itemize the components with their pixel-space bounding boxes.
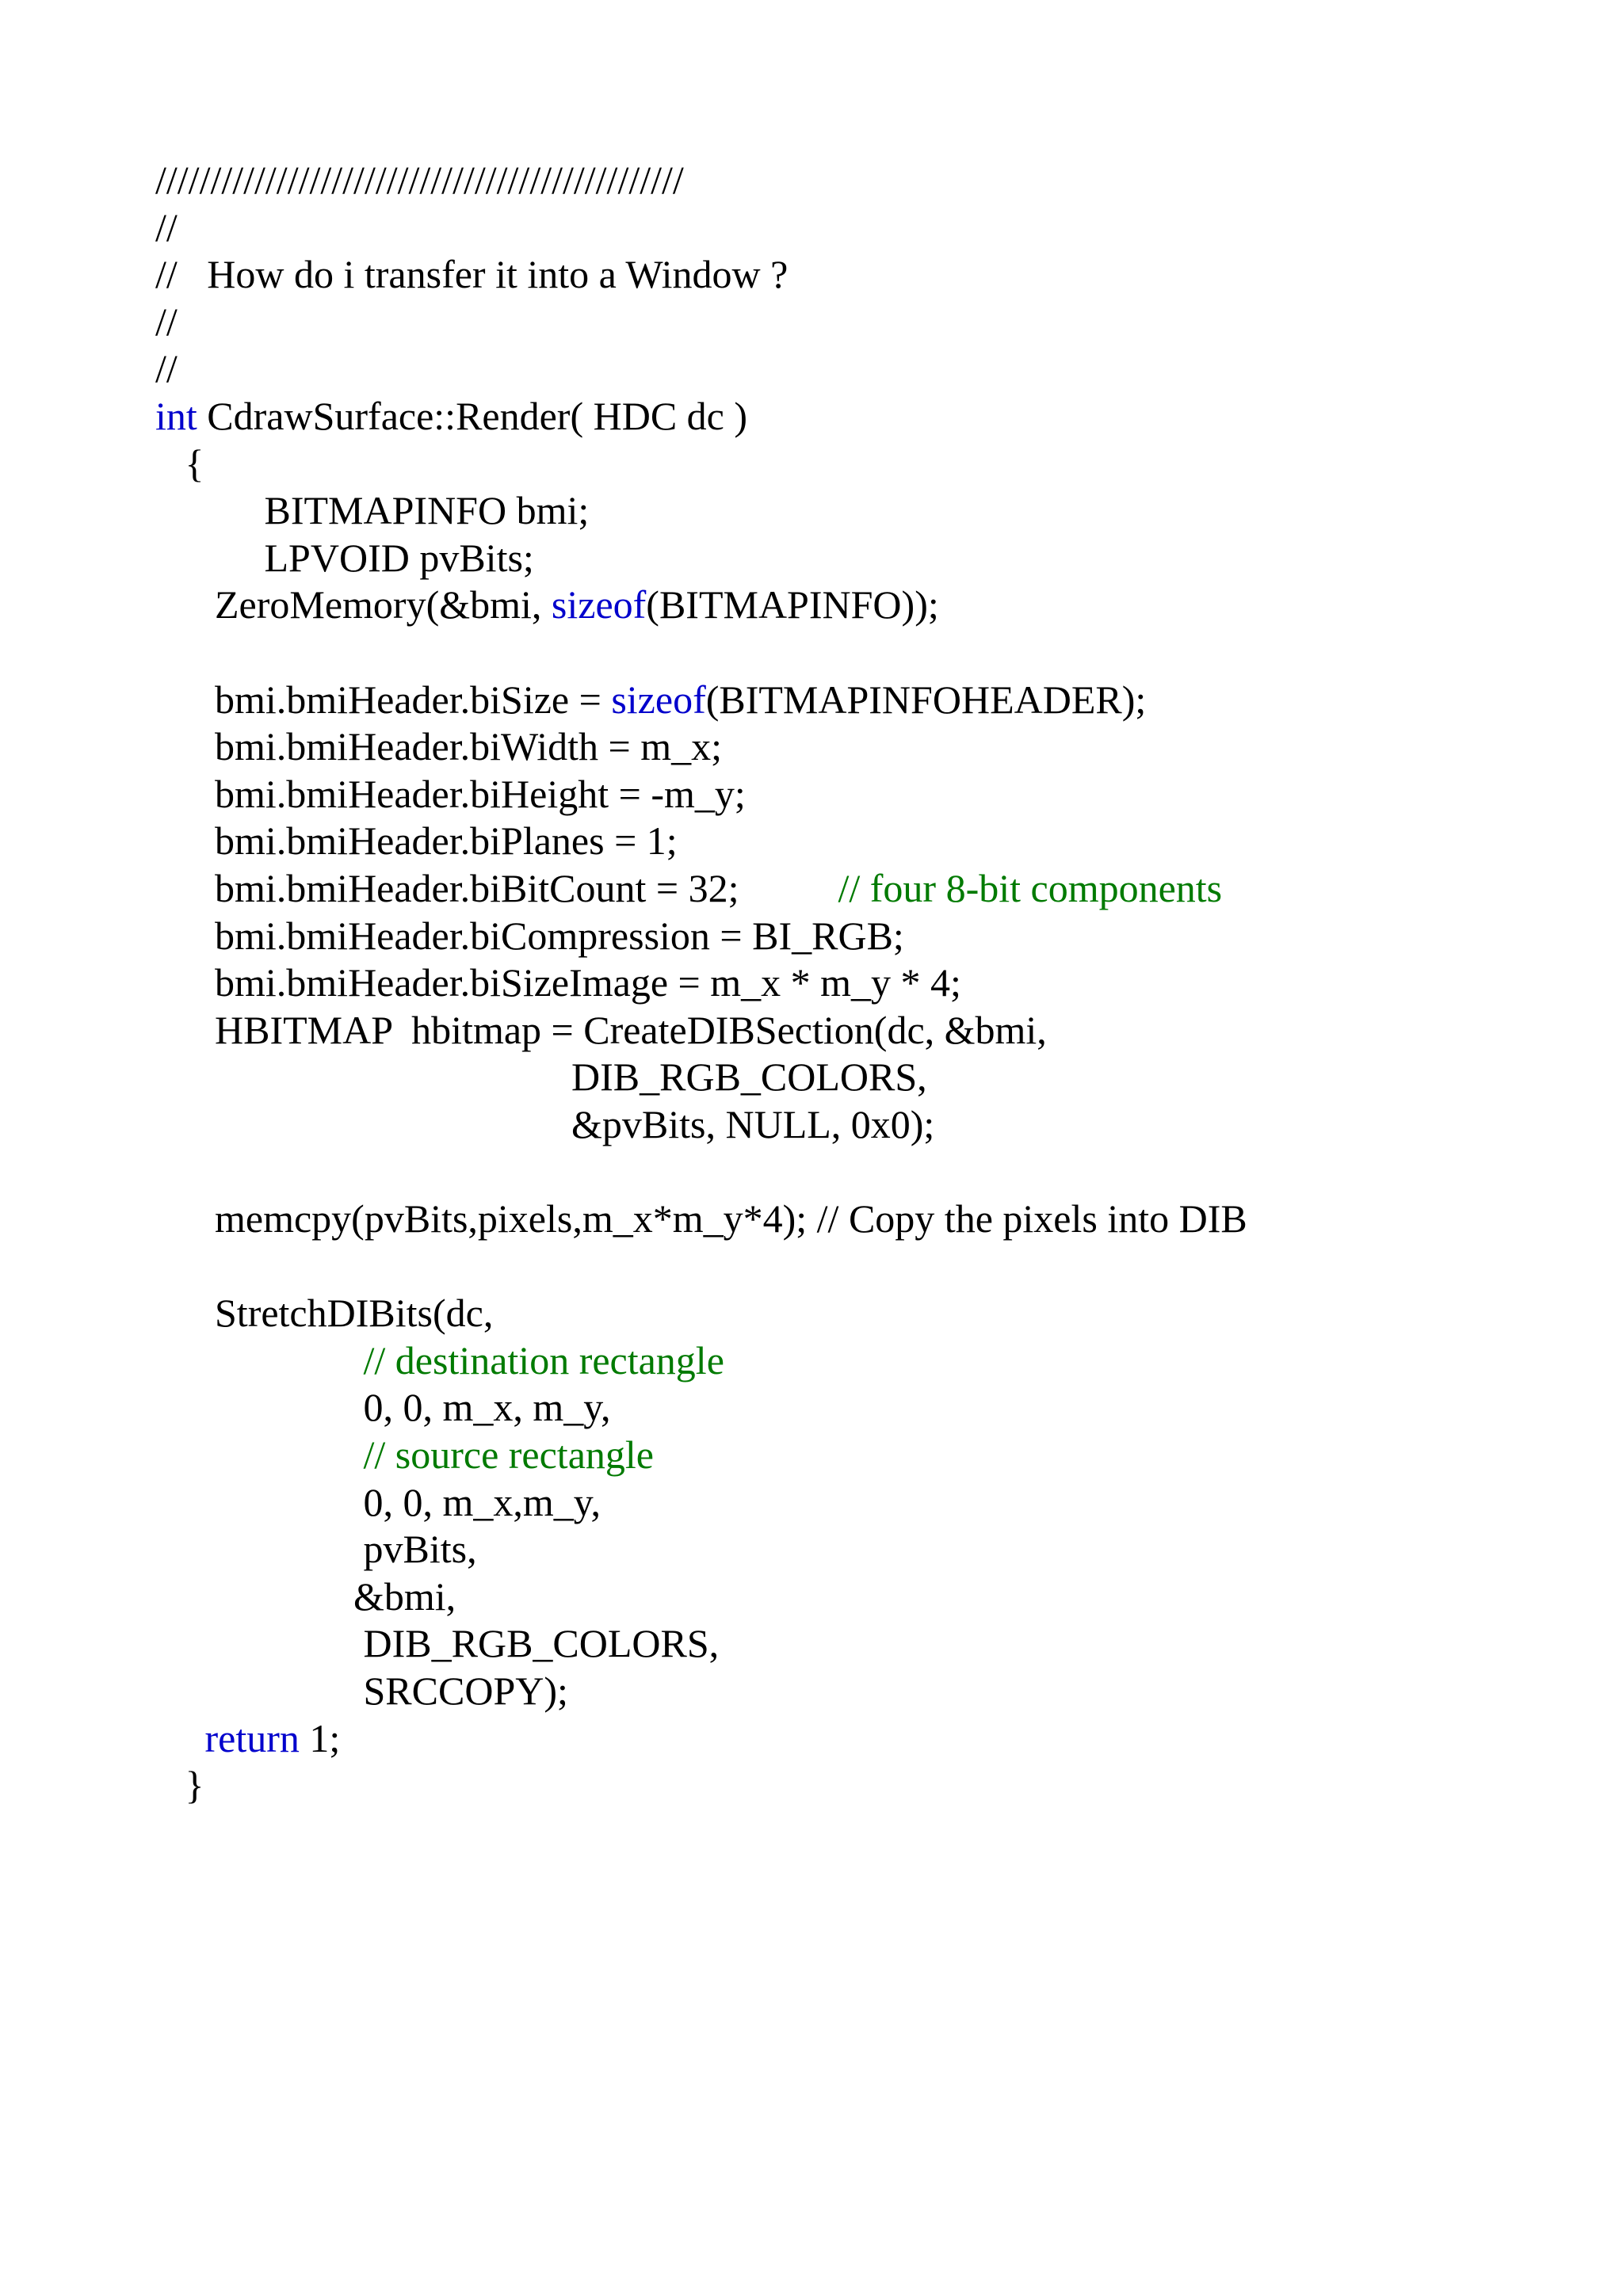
code-line bbox=[155, 959, 1247, 1007]
code-keyword: sizeof bbox=[551, 582, 647, 627]
code-text: // bbox=[155, 299, 178, 344]
code-text bbox=[155, 1716, 205, 1760]
code-line bbox=[155, 1762, 1247, 1810]
code-text: bmi.bmiHeader.biWidth = m_x; bbox=[155, 724, 722, 769]
code-line bbox=[155, 157, 1247, 204]
code-text: bmi.bmiHeader.biPlanes = 1; bbox=[155, 818, 678, 864]
code-line bbox=[155, 345, 1247, 393]
code-line bbox=[155, 582, 1247, 629]
code-text: (BITMAPINFO)); bbox=[646, 582, 939, 627]
code-line bbox=[155, 535, 1247, 582]
code-line bbox=[155, 913, 1247, 960]
code-line bbox=[155, 204, 1247, 252]
code-text: (BITMAPINFOHEADER); bbox=[705, 677, 1147, 722]
code-text: BITMAPINFO bmi; bbox=[155, 488, 590, 533]
code-text: bmi.bmiHeader.biBitCount = 32; bbox=[155, 865, 838, 910]
code-text: { bbox=[155, 441, 204, 486]
code-line bbox=[155, 1573, 1247, 1621]
code-text bbox=[155, 630, 166, 674]
code-line bbox=[155, 393, 1247, 441]
code-text: HBITMAP hbitmap = CreateDIBSection(dc, &bmi, bbox=[155, 1007, 1047, 1052]
code-line bbox=[155, 487, 1247, 535]
code-text: } bbox=[155, 1763, 204, 1808]
code-line bbox=[155, 723, 1247, 771]
code-text: //////////////////////////////////////////////// bbox=[155, 158, 684, 202]
code-line bbox=[155, 1384, 1247, 1432]
code-text: DIB_RGB_COLORS, bbox=[155, 1055, 927, 1100]
code-line bbox=[155, 865, 1247, 913]
code-text: 0, 0, m_x, m_y, bbox=[155, 1385, 611, 1430]
code-line bbox=[155, 299, 1247, 346]
code-text: bmi.bmiHeader.biHeight = -m_y; bbox=[155, 771, 746, 816]
code-text: bmi.bmiHeader.biSizeImage = m_x * m_y * 4; bbox=[155, 960, 961, 1005]
code-line bbox=[155, 251, 1247, 299]
code-line bbox=[155, 1715, 1247, 1763]
code-text: // How do i transfer it into a Window ? bbox=[155, 252, 789, 297]
code-line bbox=[155, 1479, 1247, 1527]
code-text: ZeroMemory(&bmi, bbox=[155, 582, 552, 627]
code-text bbox=[155, 1244, 166, 1288]
code-keyword: int bbox=[155, 393, 197, 438]
code-line bbox=[155, 1432, 1247, 1479]
code-line bbox=[155, 1007, 1247, 1055]
code-line bbox=[155, 629, 1247, 677]
code-line bbox=[155, 771, 1247, 818]
code-text bbox=[155, 1149, 166, 1193]
code-text: &bmi, bbox=[155, 1573, 456, 1619]
code-line bbox=[155, 677, 1247, 724]
code-text: CdrawSurface::Render( HDC dc ) bbox=[197, 393, 748, 438]
code-line bbox=[155, 441, 1247, 488]
code-text: 1; bbox=[299, 1715, 341, 1760]
code-line bbox=[155, 1054, 1247, 1101]
code-line bbox=[155, 818, 1247, 865]
code-line bbox=[155, 1148, 1247, 1196]
code-line bbox=[155, 1243, 1247, 1291]
code-line bbox=[155, 1101, 1247, 1149]
code-text: memcpy(pvBits,pixels,m_x*m_y*4); // Copy the pixels into DIB bbox=[155, 1196, 1247, 1241]
code-keyword: return bbox=[204, 1715, 300, 1760]
code-text: bmi.bmiHeader.biCompression = BI_RGB; bbox=[155, 913, 904, 958]
code-block bbox=[155, 157, 1247, 1810]
code-text: DIB_RGB_COLORS, bbox=[155, 1621, 720, 1666]
code-line bbox=[155, 1620, 1247, 1668]
code-text bbox=[155, 1338, 364, 1383]
code-text: LPVOID pvBits; bbox=[155, 535, 534, 580]
code-text bbox=[155, 1432, 364, 1477]
code-comment: // source rectangle bbox=[363, 1432, 654, 1478]
code-line bbox=[155, 1290, 1247, 1337]
code-line bbox=[155, 1337, 1247, 1385]
code-text: // bbox=[155, 204, 178, 250]
code-keyword: sizeof bbox=[611, 677, 706, 722]
code-text: bmi.bmiHeader.biSize = bbox=[155, 677, 612, 722]
code-comment: // destination rectangle bbox=[363, 1337, 724, 1383]
code-text: StretchDIBits(dc, bbox=[155, 1291, 494, 1336]
code-text: SRCCOPY); bbox=[155, 1669, 568, 1713]
code-line bbox=[155, 1668, 1247, 1715]
code-text: 0, 0, m_x,m_y, bbox=[155, 1479, 601, 1524]
code-comment: // four 8-bit components bbox=[838, 865, 1223, 910]
code-text: // bbox=[155, 346, 178, 391]
code-text: &pvBits, NULL, 0x0); bbox=[155, 1101, 935, 1146]
code-line bbox=[155, 1526, 1247, 1573]
code-line bbox=[155, 1196, 1247, 1243]
code-text: pvBits, bbox=[155, 1527, 477, 1572]
